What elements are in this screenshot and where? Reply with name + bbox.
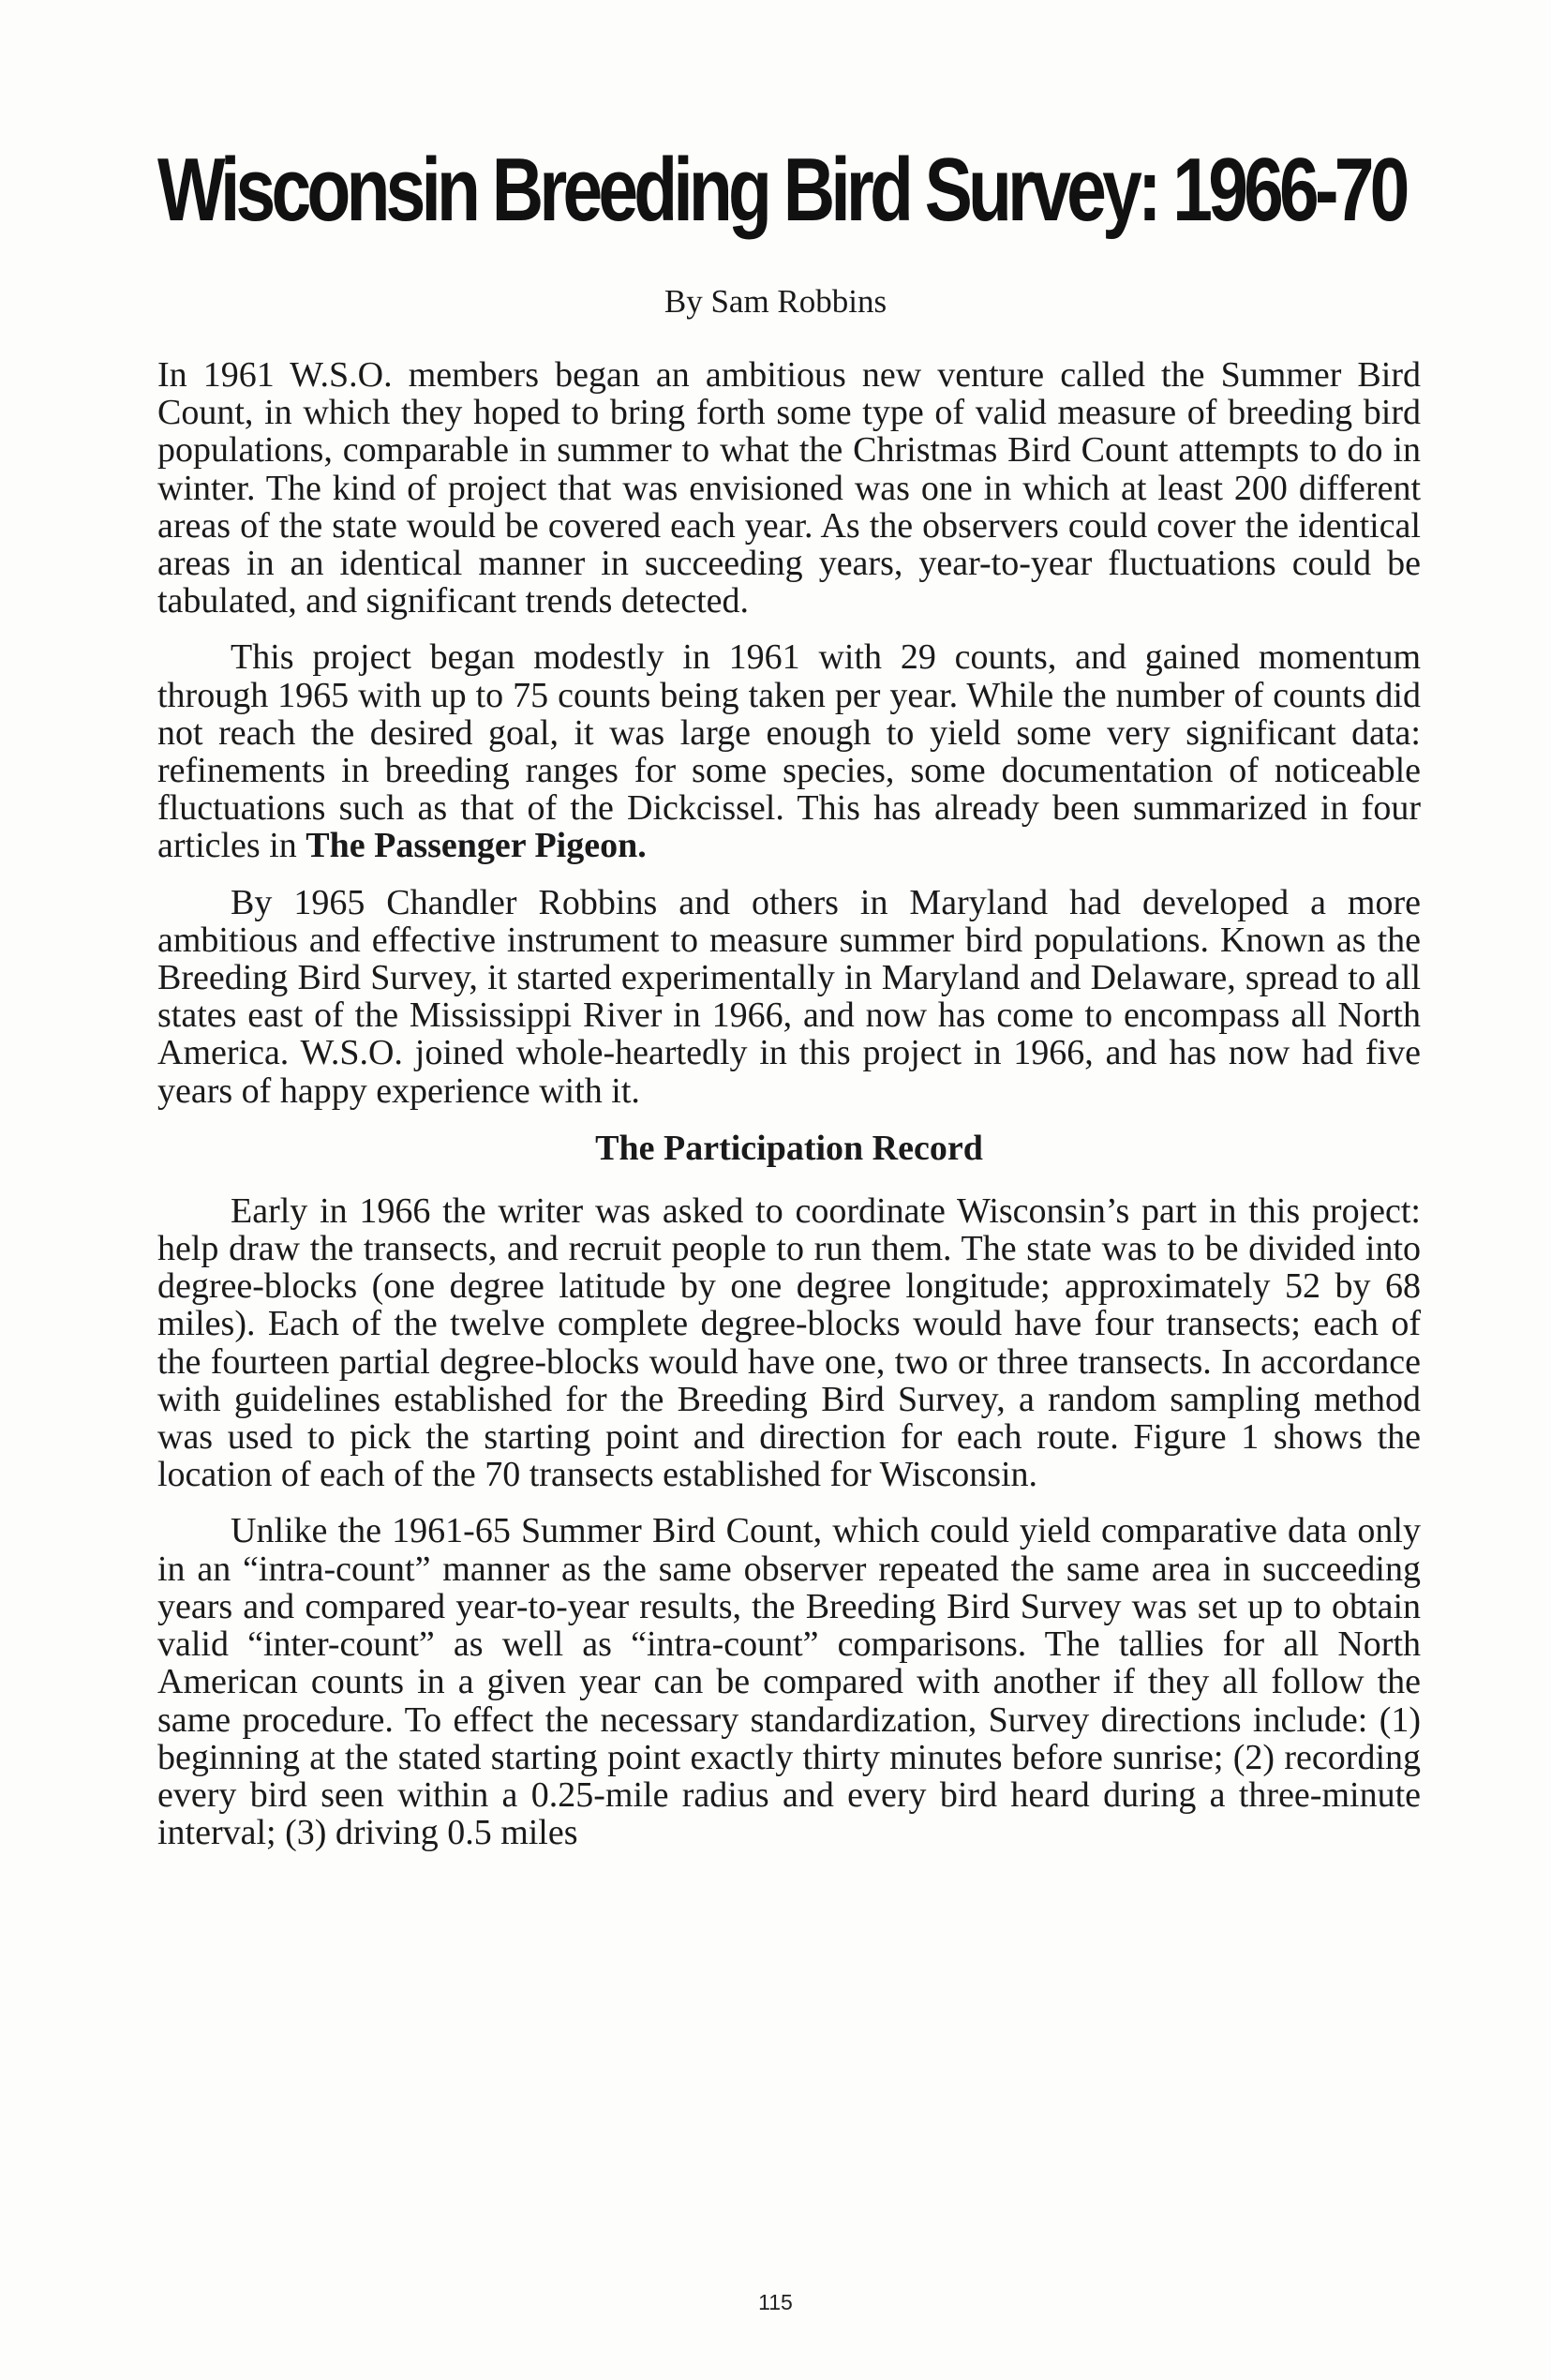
author-byline: By Sam Robbins — [664, 283, 887, 320]
section-heading: The Participation Record — [595, 1128, 983, 1168]
article-body — [157, 356, 1421, 1851]
paragraph-text: This project began modestly in 1961 with 29 counts, and gained momentum through 1965 with up to 75 counts being taken per year. While the number of counts did not reach the desired goal, it was large enough to yield some very significant data: refinements in breeding ranges for some species, some documentation of noticeable fluctuations such as that of the Dickcissel. This has already been summarized in four articles in — [157, 637, 1421, 866]
paragraph-breeding-bird-survey-origin: By 1965 Chandler Robbins and others in Maryland had developed a more ambitious and effective instrument to measure summer bird populations. Known as the Breeding Bird Survey, it started experimentally in Maryland and Delaware, spread to all states east of the Mississippi River in 1966, and now has come to encompass all North America. W.S.O. joined whole-heartedly in this project in 1966, and has now had five years of happy experience with it. — [157, 882, 1421, 1111]
paragraph-survey-directions: Unlike the 1961-65 Summer Bird Count, which could yield comparative data only in an “intra-count” manner as the same observer repeated the same area in succeeding years and compared year-to-year results, the Breeding Bird Survey was set up to obtain valid “inter-count” as well as “intra-count” comparisons. The tallies for all North American counts in a given year can be compared with another if they all follow the same procedure. To effect the necessary standardization, Survey directions include: (1) beginning at the stated starting point exactly thirty minutes before sunrise; (2) recording every bird seen within a 0.25-mile radius and every bird heard during a three-minute interval; (3) driving 0.5 miles — [157, 1511, 1421, 1853]
article-title: Wisconsin Breeding Bird Survey: 1966-70 — [157, 140, 1406, 240]
page-number: 115 — [758, 2290, 793, 2314]
intro-paragraph: In 1961 W.S.O. members began an ambitious new venture called the Summer Bird Count, in which they hoped to bring forth some type of valid measure of breeding bird populations, comparable in summer to what the Christmas Bird Count attempts to do in winter. The kind of project that was envisioned was one in which at least 200 different areas of the state would be covered each year. As the observers could cover the identical areas in an identical manner in succeeding years, year-to-year fluctuations could be tabulated, and significant trends detected. — [157, 355, 1421, 621]
journal-name: The Passenger Pigeon. — [306, 826, 647, 866]
paragraph-summer-bird-count — [157, 638, 1421, 864]
paragraph-transects: Early in 1966 the writer was asked to coordinate Wisconsin’s part in this project: help draw the transects, and recruit people to run them. The state was to be divided into degree-blocks (one degree latitude by one degree longitude; approximately 52 by 68 miles). Each of the twelve complete degree-blocks would have four transects; each of the fourteen partial degree-blocks would have one, two or three transects. In accordance with guidelines established for the Breeding Bird Survey, a random sampling method was used to pick the starting point and direction for each route. Figure 1 shows the location of each of the 70 transects established for Wisconsin. — [157, 1190, 1421, 1495]
